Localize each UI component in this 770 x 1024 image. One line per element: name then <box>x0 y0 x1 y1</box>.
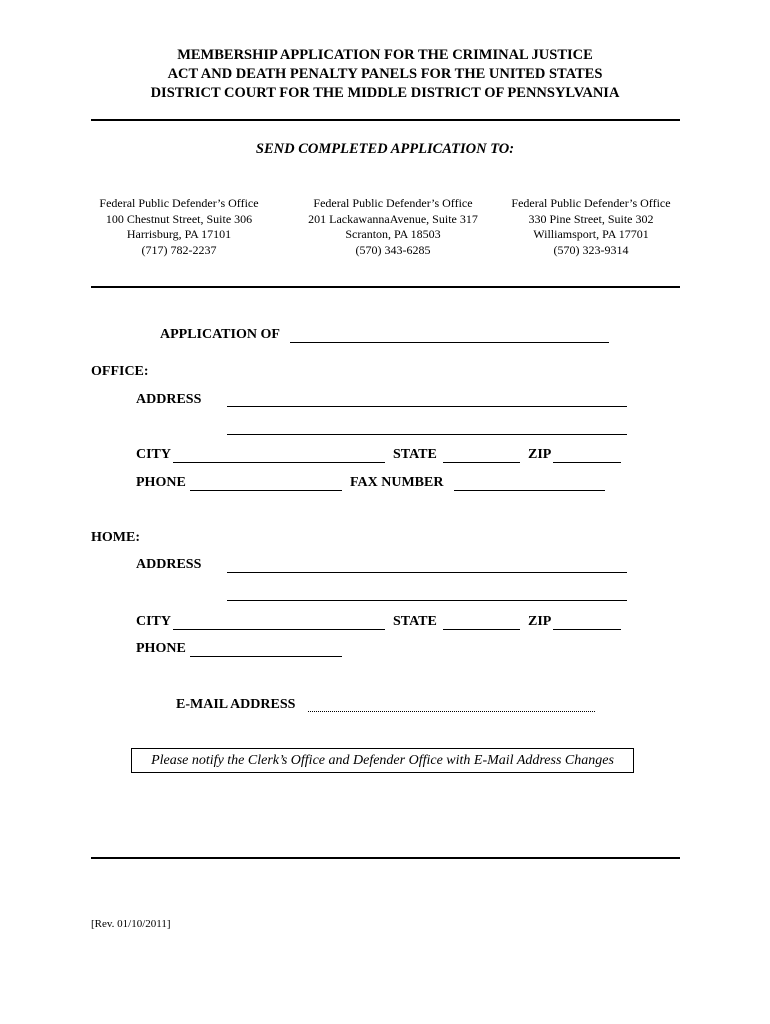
office-name: Federal Public Defender’s Office <box>313 196 473 210</box>
home-address-label: ADDRESS <box>136 557 202 572</box>
office-fax-field[interactable] <box>454 490 605 491</box>
email-change-notice: Please notify the Clerk’s Office and Defender Office with E-Mail Address Changes <box>131 748 634 773</box>
home-city-label: CITY <box>136 614 172 629</box>
home-zip-label: ZIP <box>528 614 552 629</box>
office-zip-label: ZIP <box>528 447 552 462</box>
office-zip-field[interactable] <box>553 462 621 463</box>
title-line-1: MEMBERSHIP APPLICATION FOR THE CRIMINAL JUSTICE <box>177 47 593 63</box>
office-state-label: STATE <box>393 447 437 462</box>
office-section-heading: OFFICE: <box>91 364 149 379</box>
office-city-label: CITY <box>136 447 172 462</box>
office-street: 201 LackawannaAvenue, Suite 317 <box>308 211 478 226</box>
office-address-label: ADDRESS <box>136 392 202 407</box>
office-street: 100 Chestnut Street, Suite 306 <box>105 211 253 226</box>
home-zip-field[interactable] <box>553 629 621 630</box>
top-divider <box>91 119 680 121</box>
office-phone-field[interactable] <box>190 490 342 491</box>
home-address-field-2[interactable] <box>227 600 627 601</box>
office-street: 330 Pine Street, Suite 302 <box>528 211 654 226</box>
home-phone-field[interactable] <box>190 656 342 657</box>
revision-date: [Rev. 01/10/2011] <box>91 918 171 930</box>
office-city: Williamsport, PA 17701 <box>533 227 649 241</box>
office-phone: (717) 782-2237 <box>141 242 217 257</box>
send-to-heading: SEND COMPLETED APPLICATION TO: <box>255 141 515 157</box>
office-state-field[interactable] <box>443 462 520 463</box>
email-field[interactable] <box>308 711 595 712</box>
home-address-field-1[interactable] <box>227 572 627 573</box>
home-state-field[interactable] <box>443 629 520 630</box>
title-line-2: ACT AND DEATH PENALTY PANELS FOR THE UNITED STATES <box>167 66 603 82</box>
office-phone: (570) 323-9314 <box>553 242 629 257</box>
office-scranton <box>293 196 493 258</box>
office-williamsport <box>491 196 691 258</box>
office-harrisburg <box>79 196 279 258</box>
office-fax-label: FAX NUMBER <box>350 475 444 490</box>
office-city-field[interactable] <box>173 462 385 463</box>
applicant-name-field[interactable] <box>290 342 609 343</box>
form-title <box>0 46 770 103</box>
office-name: Federal Public Defender’s Office <box>511 196 671 210</box>
office-phone: (570) 343-6285 <box>355 242 431 257</box>
office-city: Harrisburg, PA 17101 <box>126 227 232 241</box>
application-of-label: APPLICATION OF <box>160 327 280 342</box>
bottom-divider <box>91 857 680 859</box>
office-address-field-2[interactable] <box>227 434 627 435</box>
home-phone-label: PHONE <box>136 641 186 656</box>
title-line-3: DISTRICT COURT FOR THE MIDDLE DISTRICT OF PENNSYLVANIA <box>150 85 620 101</box>
middle-divider <box>91 286 680 288</box>
home-city-field[interactable] <box>173 629 385 630</box>
home-section-heading: HOME: <box>91 530 140 545</box>
email-label: E-MAIL ADDRESS <box>176 697 296 712</box>
home-state-label: STATE <box>393 614 437 629</box>
office-city: Scranton, PA 18503 <box>345 227 441 241</box>
office-name: Federal Public Defender’s Office <box>99 196 259 210</box>
office-address-field-1[interactable] <box>227 406 627 407</box>
office-phone-label: PHONE <box>136 475 186 490</box>
